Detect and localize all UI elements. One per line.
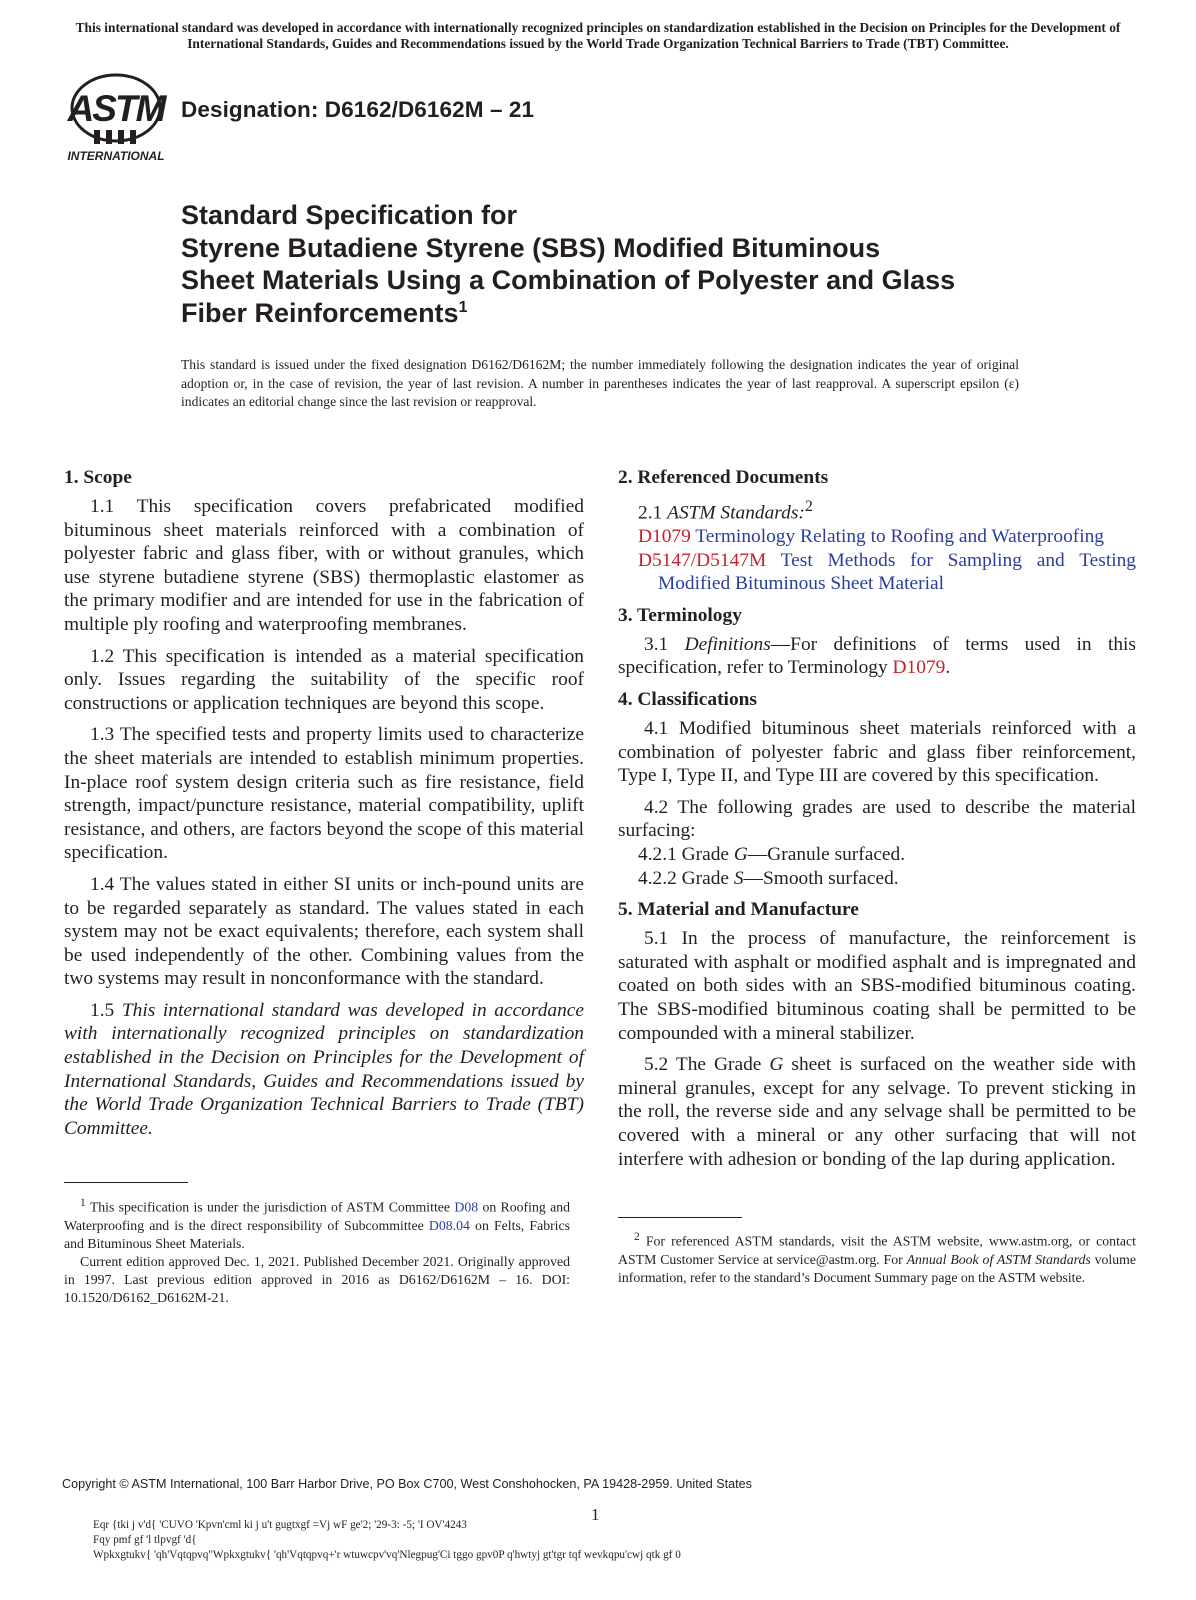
svg-text:ASTM: ASTM xyxy=(67,88,165,129)
footnote-text xyxy=(618,1228,1136,1287)
footnote-1 xyxy=(64,1194,570,1307)
section-heading-referenced: 2. Referenced Documents xyxy=(618,467,829,488)
grade-item xyxy=(618,867,1136,891)
grade-text: —Granule surfaced. xyxy=(747,844,906,865)
paragraph-number: 1.5 xyxy=(90,999,115,1021)
footnote-divider xyxy=(64,1182,188,1183)
footnote-text-part: This specification is under the jurisdiction of ASTM Committee xyxy=(89,1199,451,1215)
reference-title-link[interactable]: Terminology Relating to Roofing and Waterproofing xyxy=(695,526,1104,548)
subsection-2-1 xyxy=(618,495,1136,525)
paragraph-text: 5.2 The Grade xyxy=(644,1054,762,1076)
paragraph-1-2: 1.2 This specification is intended as a material specification only. Issues regarding the suitability of the specific roof constructions or application techniques are beyond this scope. xyxy=(64,645,584,714)
book-title: Annual Book of ASTM Standards xyxy=(906,1251,1091,1267)
section-heading-material: 5. Material and Manufacture xyxy=(618,899,859,921)
paragraph-text: sheet is surfaced on the weather side with mineral granules, except for any selvage. To prevent sticking in the roll, the reverse side and any selvage shall be permitted to be covered with a mineral or any other surfacing that will not interfere with adhesion or bonding of the lap during application. xyxy=(618,1054,1136,1170)
footnote-2 xyxy=(618,1228,1136,1287)
license-line: Wpkxgtukv{ 'qh'Vqtqpvq"Wpkxgtukv{ 'qh'Vqtqpvq+'r wtuwcpv'vq'Nlegpug'Ci tggo gpv0P q'hwtyj gt'tgr tqf wevkqpu'cwj qtk gf 0 xyxy=(93,1549,681,1561)
footnote-text-part: For referenced ASTM standards, visit the ASTM website, www.astm.org, or contact ASTM Customer Service at service@astm.org. For xyxy=(618,1233,1136,1267)
title-line: Styrene Butadiene Styrene (SBS) Modified Bituminous xyxy=(181,232,881,263)
designation: Designation: D6162/D6162M – 21 xyxy=(181,97,535,122)
paragraph-1-4: 1.4 The values stated in either SI units or inch-pound units are to be regarded separately as standard. The values stated in each system may not be exact equivalents; therefore, each system shall be used independently of the other. Combining values from the two systems may result in nonconformance with the standard. xyxy=(64,873,584,990)
page-number: 1 xyxy=(591,1505,600,1524)
reference-code-link[interactable]: D1079 xyxy=(638,526,691,548)
svg-text:INTERNATIONAL: INTERNATIONAL xyxy=(67,149,165,163)
paragraph-5-2 xyxy=(618,1053,1136,1171)
section-heading-scope: 1. Scope xyxy=(64,467,132,488)
paragraph-5-1: 5.1 In the process of manufacture, the reinforcement is saturated with asphalt or modified asphalt and is impregnated and coated on both sides with an SBS-modified bituminous coating. The SBS-modified bituminous coating shall be permitted to be compounded with a mineral stabilizer. xyxy=(618,928,1136,1044)
footnote-text-part: on Roofing and Waterproofing and is the direct responsibility of Subcommittee xyxy=(64,1199,571,1233)
footnote-mark[interactable]: 1 xyxy=(458,298,468,316)
paragraph-text: This international standard was developed in accordance with internationally recognized principles on standardization established in the Decision on Principles for the Development of International Standards, Guides and Recommendations issued by the World Trade Organization Technical Barriers to Trade (TBT) Committee. xyxy=(64,999,584,1139)
footnote-divider xyxy=(618,1217,742,1218)
title-line: Standard Specification for xyxy=(181,200,518,230)
right-column xyxy=(618,466,1136,1179)
paragraph-1-3: 1.3 The specified tests and property limits used to characterize the sheet materials are intended to establish minimum properties. In-place roof system design criteria such as fire resistance, field strength, impact/puncture resistance, material compatibility, uplift resistance, and others, are factors beyond the scope of this material specification. xyxy=(64,724,584,864)
punctuation: . xyxy=(945,657,951,679)
grade-number: 4.2.2 Grade xyxy=(638,867,729,889)
section-heading-terminology: 3. Terminology xyxy=(618,604,742,626)
footnote-text-part: on Felts, Fabrics and Bituminous Sheet Materials. xyxy=(64,1217,571,1251)
grade-item xyxy=(618,843,1136,867)
grade-letter: G xyxy=(769,1054,784,1076)
subcommittee-link[interactable]: D08.04 xyxy=(428,1217,470,1233)
footnote-mark[interactable]: 2 xyxy=(804,498,813,515)
title-line-text: Fiber Reinforcements xyxy=(181,297,459,328)
grade-letter: S xyxy=(733,867,744,889)
footnote-text xyxy=(64,1194,570,1253)
document-title xyxy=(181,199,1081,329)
license-line: Eqr {tki j v'd{ 'CUVO 'Kpvn'cml ki j u't gugtxgf =Vj wF ge'2; '29-3: -5; 'I OV'4243 xyxy=(93,1519,467,1531)
paragraph-3-1 xyxy=(618,633,1136,680)
copyright-line: Copyright © ASTM International, 100 Barr Harbor Drive, PO Box C700, West Conshohocken, PA 19428-2959. United States xyxy=(62,1477,752,1491)
paragraph-1-1: 1.1 This specification covers prefabricated modified bituminous sheet materials reinforced with a combination of polyester fabric and glass fiber, with or without granules, which use styrene butadiene styrene (SBS) thermoplastic elastomer as the primary modifier and are intended for use in the fabrication of multiple ply roofing and waterproofing membranes. xyxy=(64,496,584,635)
astm-logo xyxy=(64,70,168,164)
issuance-note: This standard is issued under the fixed designation D6162/D6162M; the number immediately following the designation indicates the year of original adoption or, in the case of revision, the year of last revision. A number in parentheses indicates the year of last reapproval. A superscript epsilon (ε) indicates an editorial change since the last revision or reapproval. xyxy=(181,357,1019,409)
paragraph-1-5 xyxy=(64,999,584,1141)
reference-item xyxy=(618,549,1136,596)
tbt-notice: This international standard was developed in accordance with internationally recognized principles on standardization established in the Decision on Principles for the Development of International Standards, Guides and Recommendations issued by the World Trade Organization Technical Barriers to Trade (TBT) Committee. xyxy=(75,20,1121,51)
definition-label: Definitions xyxy=(684,633,771,655)
license-line: Fqy pmf gf 'l tlpvgf 'd{ xyxy=(93,1534,197,1546)
paragraph-text: —For definitions of terms used in this specification, refer to Terminology xyxy=(618,633,1136,679)
subsection-label: ASTM Standards: xyxy=(667,502,805,524)
footnote-mark: 1 xyxy=(80,1197,86,1209)
reference-title-link[interactable]: Test Methods for Sampling and Testing Modified Bituminous Sheet Material xyxy=(658,549,1136,595)
title-line xyxy=(181,297,1081,330)
title-line: Sheet Materials Using a Combination of Polyester and Glass xyxy=(181,265,956,295)
grade-number: 4.2.1 Grade xyxy=(638,844,729,865)
grade-letter: G xyxy=(733,844,748,865)
paragraph-4-1: 4.1 Modified bituminous sheet materials reinforced with a combination of polyester fabric and glass fiber reinforcement, Type I, Type II, and Type III are covered by this specification. xyxy=(618,718,1136,787)
grade-text: —Smooth surfaced. xyxy=(743,867,899,889)
paragraph-4-2: 4.2 The following grades are used to describe the material surfacing: xyxy=(618,796,1136,842)
footnote-text-part: volume information, refer to the standard’s Document Summary page on the ASTM website. xyxy=(618,1251,1136,1285)
section-heading-classifications: 4. Classifications xyxy=(618,689,757,711)
subsection-number: 2.1 xyxy=(638,502,663,524)
reference-code-link[interactable]: D5147/D5147M xyxy=(638,549,767,571)
license-watermark xyxy=(93,1518,681,1563)
reference-item xyxy=(618,525,1136,549)
left-column xyxy=(64,466,584,1148)
committee-link[interactable]: D08 xyxy=(454,1199,479,1215)
terminology-link[interactable]: D1079 xyxy=(892,657,946,679)
paragraph-number: 3.1 xyxy=(644,633,669,655)
edition-note: Current edition approved Dec. 1, 2021. Published December 2021. Originally approved in 1997. Last previous edition approved in 2016 as D6162/D6162M – 16. DOI: 10.1520/D6162_D6162M-21. xyxy=(64,1253,570,1305)
footnote-mark: 2 xyxy=(634,1231,640,1243)
